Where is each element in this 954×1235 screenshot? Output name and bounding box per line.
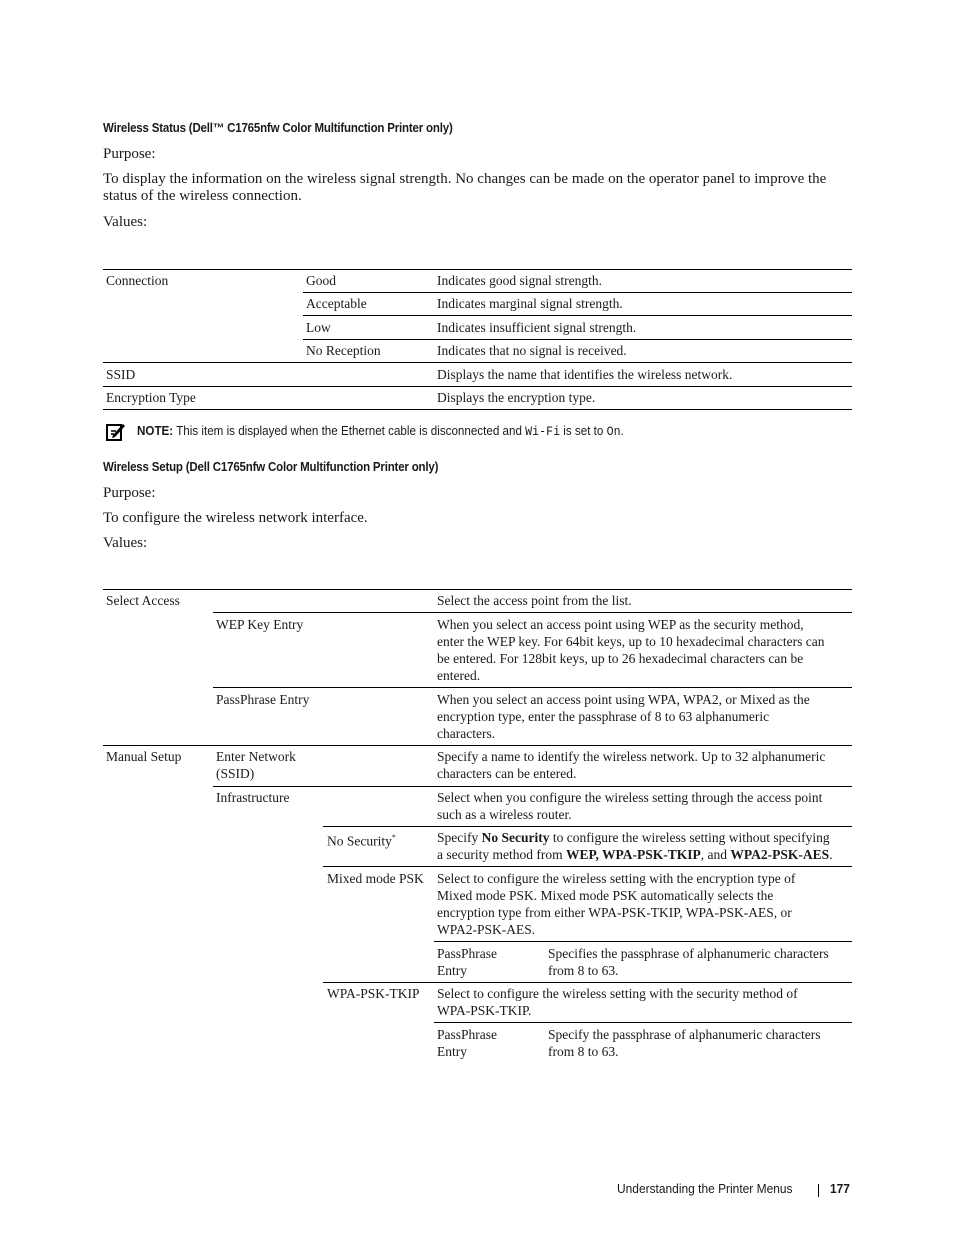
cell-no-security [327, 829, 396, 850]
cell-tkip-passphrase-desc: from 8 to 63. [548, 1044, 619, 1059]
cell-no-reception-desc: Indicates that no signal is received. [437, 343, 627, 358]
cell-good: Good [306, 273, 336, 288]
cell-encryption-type: Encryption Type [106, 390, 196, 405]
values-label: Values: [103, 214, 148, 230]
cell-wep-key-entry: WEP Key Entry [216, 617, 304, 632]
cell-mixed-mode-psk: Mixed mode PSK [327, 871, 424, 886]
cell-ssid: SSID [106, 367, 136, 382]
cell-mixed-passphrase: Entry [437, 963, 467, 978]
table-rule [303, 339, 852, 340]
table-rule [103, 589, 852, 590]
desc-part: . [829, 847, 833, 862]
cell-tkip-desc: WPA-PSK-TKIP. [437, 1003, 532, 1018]
note-pencil-icon [106, 422, 126, 442]
cell-passphrase-entry: PassPhrase Entry [216, 692, 310, 707]
table-rule [213, 786, 852, 787]
note-text-part: This item is displayed when the Ethernet cable is disconnected and [176, 424, 522, 438]
table-rule [103, 362, 852, 363]
desc-part: WPA-PSK-TKIP [602, 847, 701, 862]
footnote-marker: * [391, 833, 396, 842]
cell-acceptable: Acceptable [306, 296, 367, 311]
table-rule [103, 269, 852, 270]
cell-wep-desc: be entered. For 128bit keys, up to 26 hexadecimal characters can be [437, 651, 804, 666]
desc-part: WPA2-PSK-AES [730, 847, 830, 862]
note-text [137, 424, 624, 439]
desc-part: , and [700, 847, 731, 862]
table-rule [103, 409, 852, 410]
note-code-on: On [606, 425, 621, 439]
footer-divider [818, 1184, 819, 1197]
desc-part: to configure the wireless setting without specifying [549, 830, 830, 845]
cell-low-desc: Indicates insufficient signal strength. [437, 320, 637, 335]
cell-tkip-passphrase: PassPhrase [437, 1027, 497, 1042]
section-heading-wireless-status: Wireless Status (Dell™ C1765nfw Color Multifunction Printer only) [103, 121, 453, 135]
cell-no-reception: No Reception [306, 343, 381, 358]
page-number: 177 [830, 1181, 850, 1196]
cell-mixed-passphrase-desc: from 8 to 63. [548, 963, 619, 978]
cell-pass-desc: characters. [437, 726, 496, 741]
table-rule [213, 612, 852, 613]
purpose-label: Purpose: [103, 485, 156, 501]
purpose-label: Purpose: [103, 146, 156, 162]
table-rule [323, 982, 852, 983]
purpose-text: To configure the wireless network interface. [103, 510, 368, 526]
cell-mixed-passphrase-desc: Specifies the passphrase of alphanumeric characters [548, 946, 829, 961]
desc-part: Specify [437, 830, 482, 845]
cell-mixed-desc: WPA2-PSK-AES. [437, 922, 536, 937]
table-rule [303, 292, 852, 293]
cell-enter-network-desc: characters can be entered. [437, 766, 577, 781]
cell-enter-network: Enter Network [216, 749, 296, 764]
table-rule [103, 386, 852, 387]
cell-manual-setup: Manual Setup [106, 749, 182, 764]
footer-title: Understanding the Printer Menus [617, 1181, 793, 1196]
cell-mixed-desc: Mixed mode PSK. Mixed mode PSK automatically selects the [437, 888, 774, 903]
table-rule [323, 866, 852, 867]
note-label: NOTE: [137, 424, 174, 438]
cell-tkip-desc: Select to configure the wireless setting with the security method of [437, 986, 798, 1001]
cell-enter-network: (SSID) [216, 766, 255, 781]
cell-wpa-psk-tkip: WPA-PSK-TKIP [327, 986, 420, 1001]
cell-infra-desc: such as a wireless router. [437, 807, 572, 822]
cell-pass-desc: encryption type, enter the passphrase of 8 to 63 alphanumeric [437, 709, 770, 724]
cell-wep-desc: When you select an access point using WEP as the security method, [437, 617, 804, 632]
note-text-part: . [620, 424, 624, 438]
desc-part: , [595, 847, 602, 862]
cell-tkip-passphrase: Entry [437, 1044, 467, 1059]
cell-tkip-passphrase-desc: Specify the passphrase of alphanumeric characters [548, 1027, 821, 1042]
desc-part: WEP [565, 847, 596, 862]
cell-mixed-passphrase: PassPhrase [437, 946, 497, 961]
table-rule [434, 941, 852, 942]
cell-select-access-desc: Select the access point from the list. [437, 593, 632, 608]
desc-part: No Security [481, 830, 550, 845]
cell-enter-network-desc: Specify a name to identify the wireless network. Up to 32 alphanumeric [437, 749, 826, 764]
no-security-label: No Security [327, 833, 392, 849]
table-rule [323, 826, 852, 827]
note-text-part: is set to [563, 424, 604, 438]
cell-no-security-desc [437, 846, 833, 863]
cell-mixed-desc: Select to configure the wireless setting with the encryption type of [437, 871, 796, 886]
cell-pass-desc: When you select an access point using WPA, WPA2, or Mixed as the [437, 692, 810, 707]
cell-infrastructure: Infrastructure [216, 790, 290, 805]
cell-infra-desc: Select when you configure the wireless setting through the access point [437, 790, 823, 805]
note-code-wifi: Wi-Fi [525, 425, 561, 439]
cell-select-access: Select Access [106, 593, 180, 608]
cell-wep-desc: entered. [437, 668, 481, 683]
cell-no-security-desc [437, 829, 830, 846]
table-rule [213, 687, 852, 688]
table-rule [103, 745, 852, 746]
values-label: Values: [103, 535, 148, 551]
cell-acceptable-desc: Indicates marginal signal strength. [437, 296, 623, 311]
cell-good-desc: Indicates good signal strength. [437, 273, 602, 288]
cell-ssid-desc: Displays the name that identifies the wireless network. [437, 367, 733, 382]
cell-wep-desc: enter the WEP key. For 64bit keys, up to 10 hexadecimal characters can [437, 634, 825, 649]
cell-connection: Connection [106, 273, 169, 288]
section-heading-wireless-setup: Wireless Setup (Dell C1765nfw Color Multifunction Printer only) [103, 460, 439, 474]
table-rule [434, 1022, 852, 1023]
cell-mixed-desc: encryption type from either WPA-PSK-TKIP, WPA-PSK-AES, or [437, 905, 792, 920]
cell-low: Low [306, 320, 331, 335]
cell-encryption-desc: Displays the encryption type. [437, 390, 596, 405]
desc-part: a security method from [437, 847, 566, 862]
table-rule [303, 315, 852, 316]
purpose-text: To display the information on the wireless signal strength. No changes can be made on the operator panel to improve the status of the wireless connection. [103, 171, 827, 204]
